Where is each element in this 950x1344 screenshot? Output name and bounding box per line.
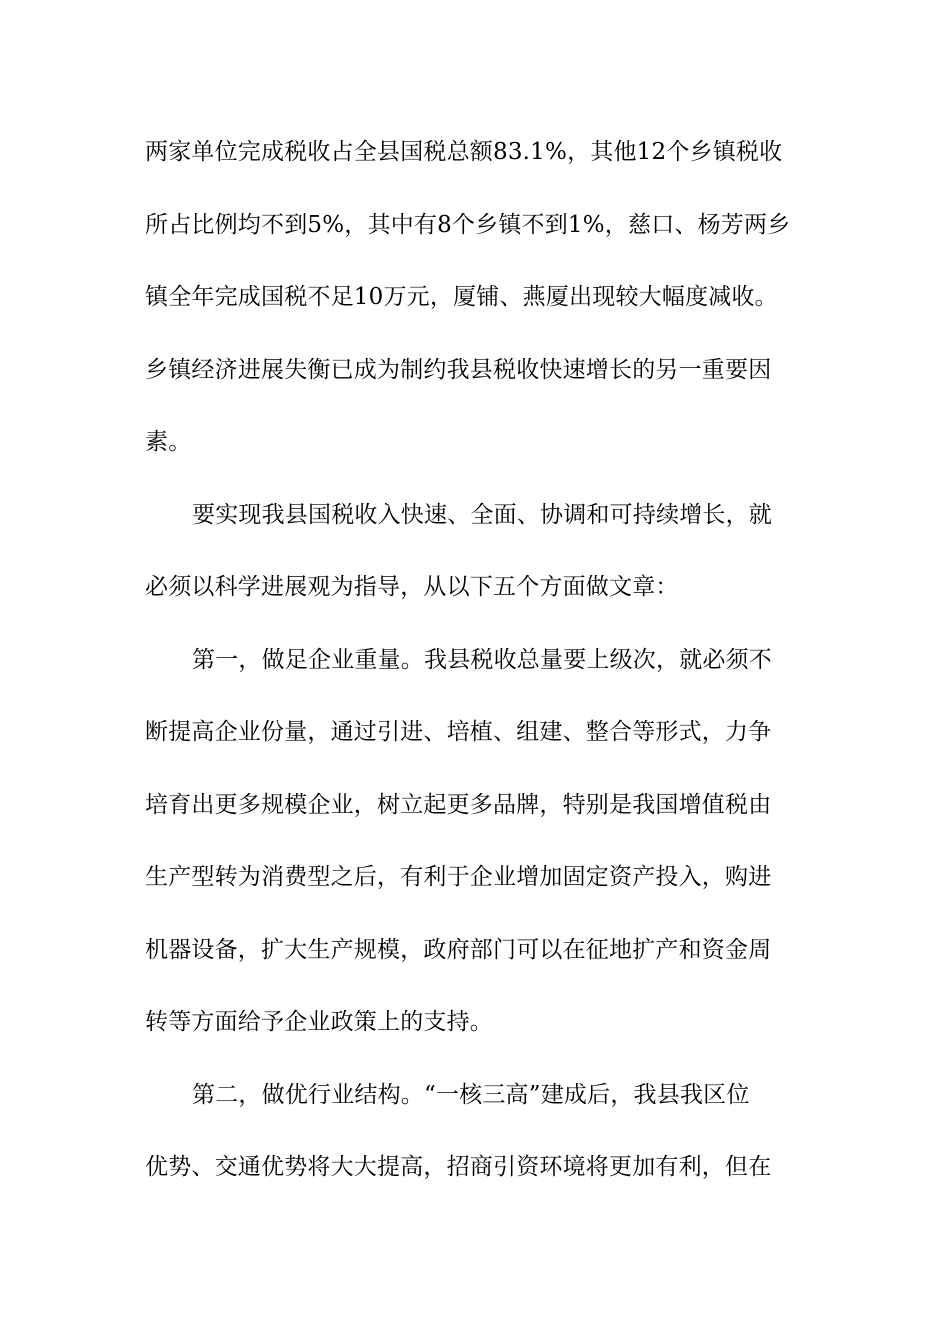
paragraph-4 [145,1069,807,1214]
paragraph-1 [145,126,807,489]
text-line: 优势、交通优势将大大提高，招商引资环境将更加有利，但在 [145,1154,772,1180]
text-line: 培育出更多规模企业，树立起更多品牌，特别是我国增值税由 [145,791,772,818]
text-line: 必须以科学进展观为指导，从以下五个方面做文章： [145,574,679,600]
document-page [145,126,807,1214]
text-line: 转等方面给予企业政策上的支持。 [145,1009,493,1035]
text-line: 素。 [145,429,192,455]
text-line: 生产型转为消费型之后，有利于企业增加固定资产投入，购进 [145,864,772,890]
text-line: 镇全年完成国税不足10万元，厦铺、燕厦出现较大幅度减收。 [145,284,778,310]
text-line: 第二，做优行业结构。“一核三高”建成后，我县我区位 [192,1081,750,1108]
paragraph-2 [145,489,807,634]
text-line: 所占比例均不到5%，其中有8个乡镇不到1%，慈口、杨芳两乡 [145,211,791,238]
text-line: 第一，做足企业重量。我县税收总量要上级次，就必须不 [192,646,772,673]
text-line: 机器设备，扩大生产规模，政府部门可以在征地扩产和资金周 [145,936,772,963]
paragraph-3 [145,634,807,1069]
text-line: 要实现我县国税收入快速、全面、协调和可持续增长，就 [192,501,772,528]
text-line: 断提高企业份量，通过引进、培植、组建、整合等形式，力争 [145,719,772,745]
text-line: 两家单位完成税收占全县国税总额83.1%，其他12个乡镇税收 [145,139,783,165]
text-line: 乡镇经济进展失衡已成为制约我县税收快速增长的另一重要因 [145,356,772,383]
